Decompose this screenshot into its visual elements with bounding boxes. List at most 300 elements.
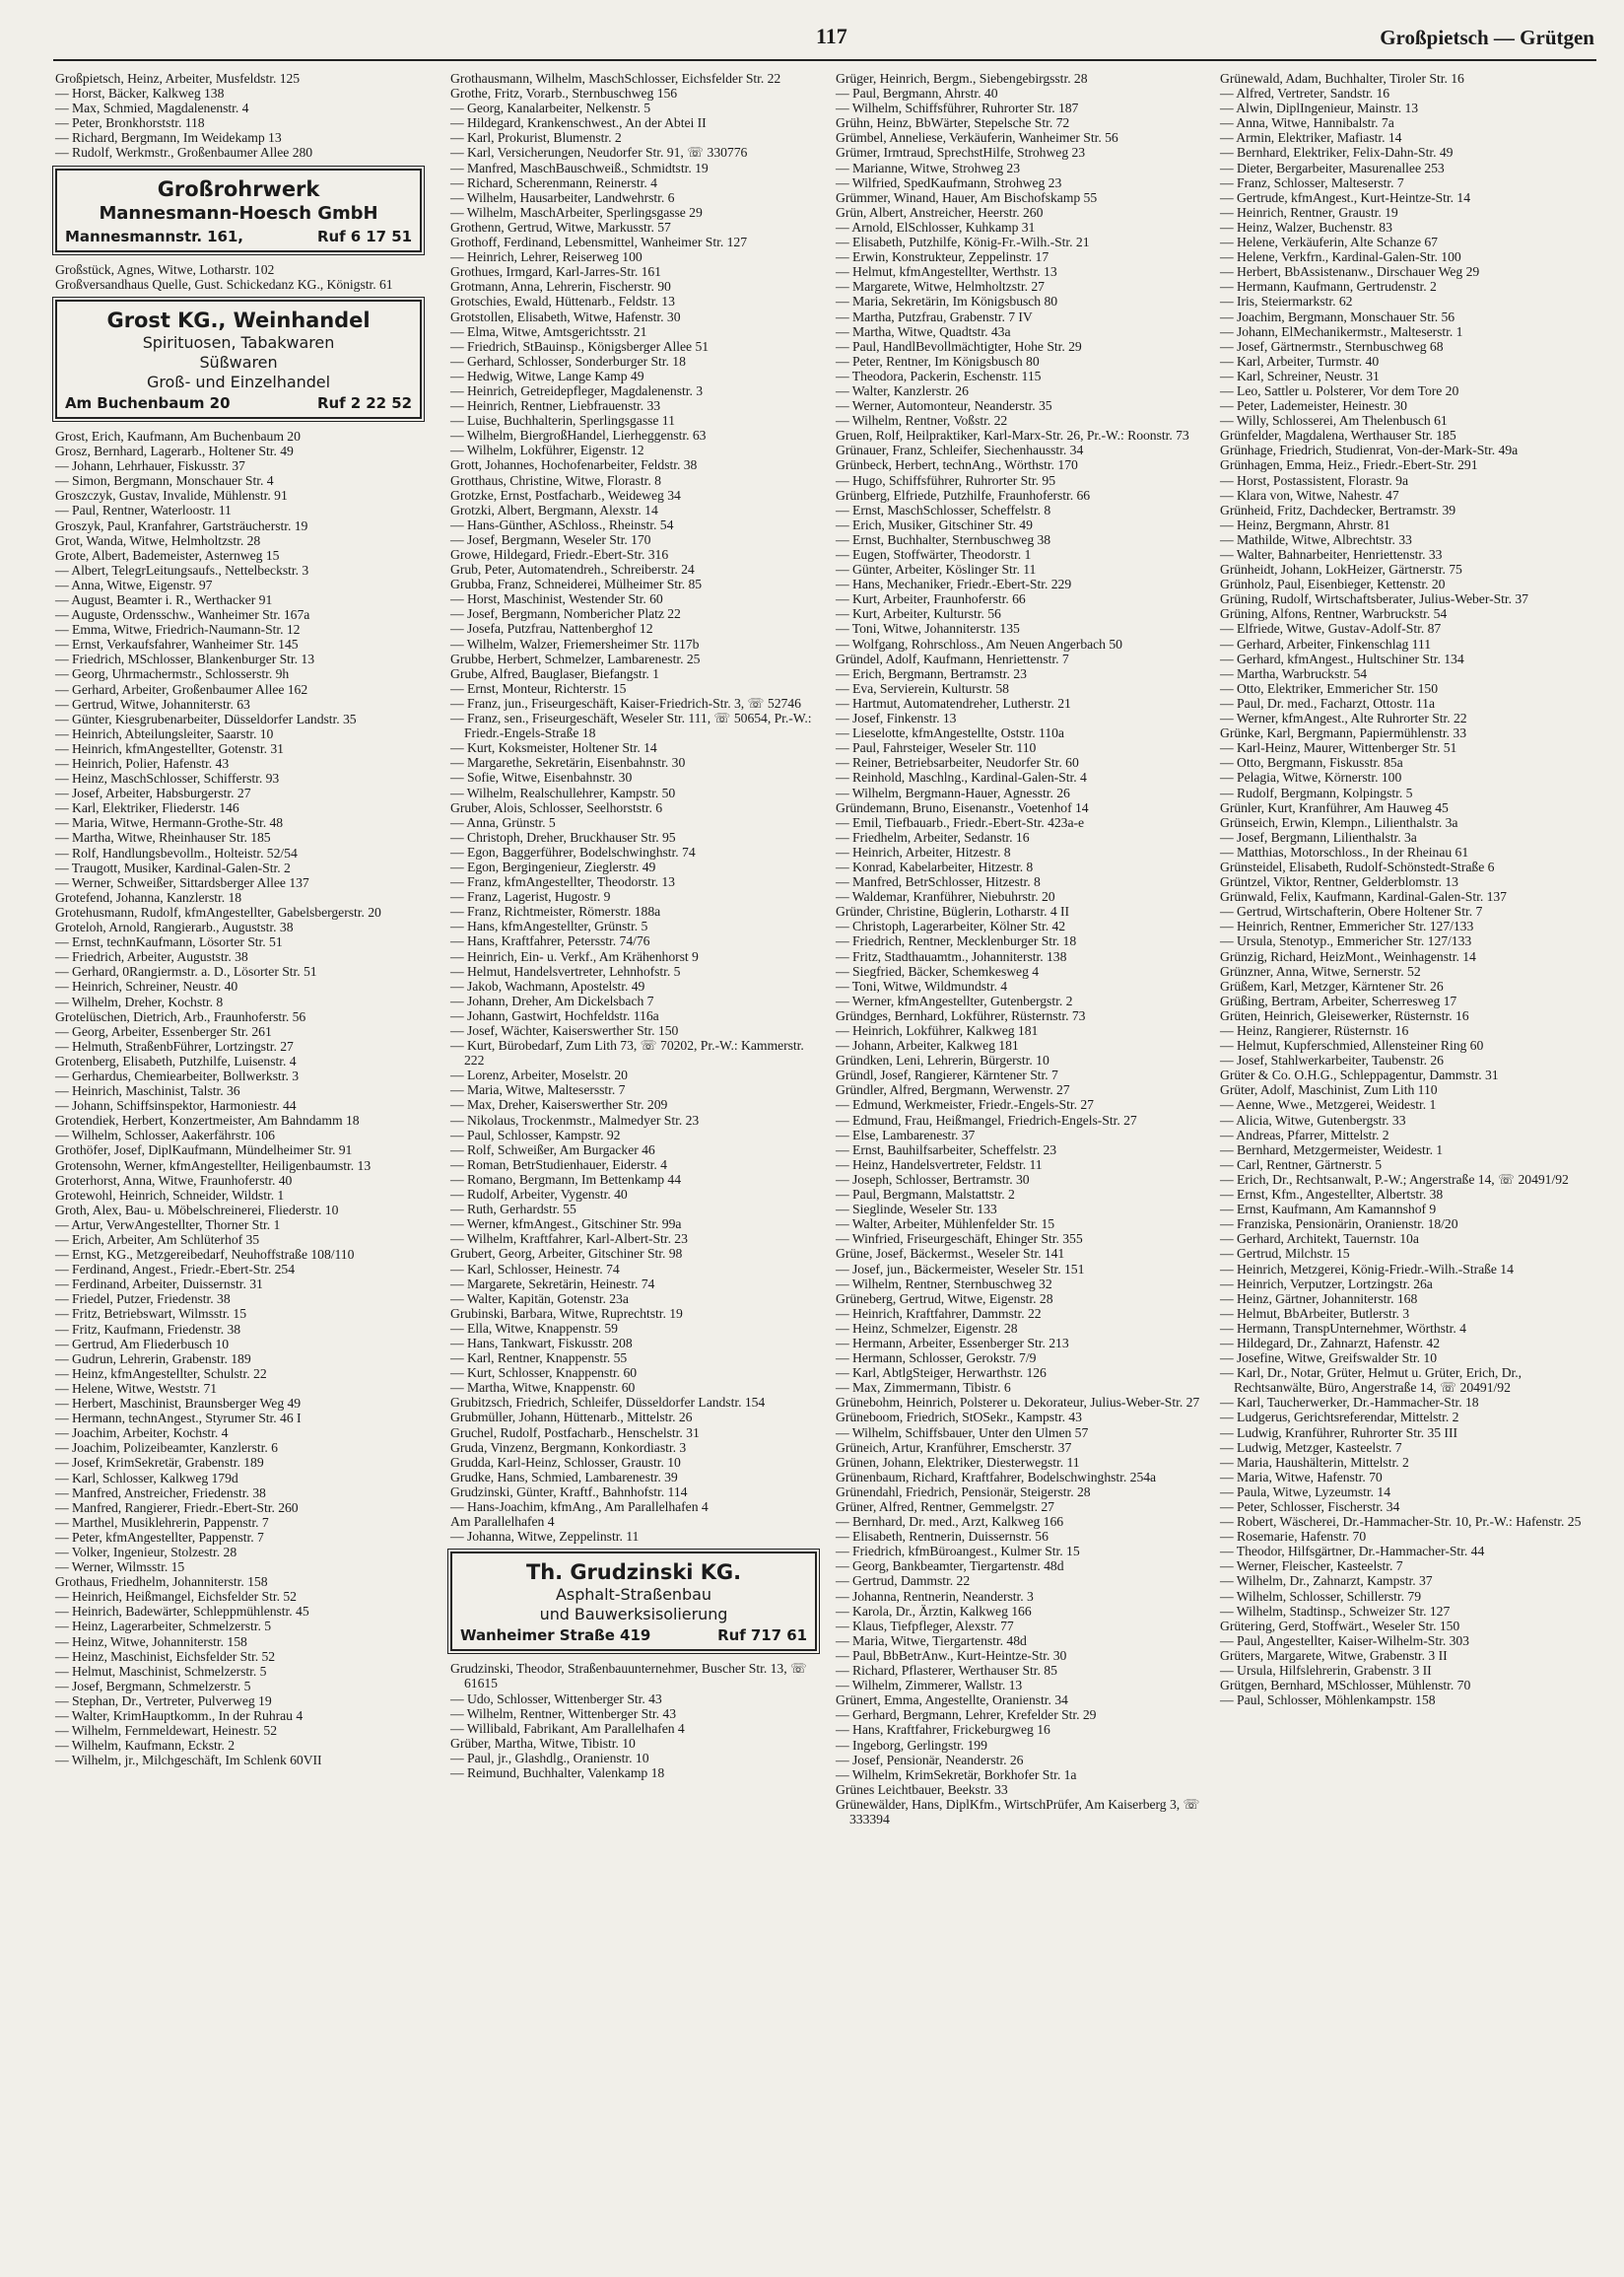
directory-entry: — Richard, Scherenmann, Reinerstr. 4 — [450, 174, 657, 190]
directory-entry: Grünwald, Felix, Kaufmann, Kardinal-Galen-Str. 137 — [1220, 889, 1507, 905]
directory-entry: — Walter, KrimHauptkomm., In der Ruhrau 4 — [55, 1708, 304, 1723]
directory-entry: Grotendiek, Herbert, Konzertmeister, Am Bahndamm 18 — [55, 1113, 360, 1129]
directory-entry: — Helene, Witwe, Weststr. 71 — [55, 1380, 218, 1396]
directory-entry: — Edmund, Frau, Heißmangel, Friedrich-Engels-Str. 27 — [836, 1112, 1137, 1128]
directory-entry: — Hans-Joachim, kfmAng., Am Parallelhafen 4 — [450, 1499, 709, 1514]
directory-entry: — Alicia, Witwe, Gutenbergstr. 33 — [1220, 1112, 1406, 1128]
directory-entry: — Emil, Tiefbauarb., Friedr.-Ebert-Str. 423a-e — [836, 814, 1085, 830]
directory-entry: — Heinrich, Metzgerei, König-Friedr.-Wilh.-Straße 14 — [1220, 1261, 1514, 1276]
directory-entry: — Martha, Witwe, Knappenstr. 60 — [450, 1380, 636, 1396]
directory-entry: — Paul, Rentner, Waterloostr. 11 — [55, 503, 232, 518]
directory-entry: — Heinz, Handelsvertreter, Feldstr. 11 — [836, 1156, 1043, 1172]
directory-entry: Gründemann, Bruno, Eisenanstr., Voetenhof 14 — [836, 799, 1089, 815]
directory-entry: — Friedrich, Rentner, Mecklenburger Str. 18 — [836, 933, 1077, 949]
directory-entry: Gruchel, Rudolf, Postfacharb., Henschelstr. 31 — [450, 1424, 700, 1440]
directory-entry: — Dieter, Bergarbeiter, Masurenallee 253 — [1220, 160, 1445, 175]
directory-entry: — Joseph, Schlosser, Bertramstr. 30 — [836, 1171, 1030, 1187]
directory-entry: — Peter, kfmAngestellter, Pappenstr. 7 — [55, 1529, 264, 1545]
directory-entry: — Heinrich, Kraftfahrer, Dammstr. 22 — [836, 1305, 1042, 1321]
directory-entry: — Karl, Dr., Notar, Grüter, Helmut u. Grüter, Erich, Dr., Rechtsanwälte, Büro, Angerstraße 14, ☏ 20491/92 — [1220, 1365, 1522, 1396]
directory-entry: — Rosemarie, Hafenstr. 70 — [1220, 1529, 1367, 1545]
directory-entry: — Theodora, Packerin, Eschenstr. 115 — [836, 368, 1042, 383]
directory-entry: Gruda, Vinzenz, Bergmann, Konkordiastr. 3 — [450, 1439, 687, 1455]
directory-entry: — Stephan, Dr., Vertreter, Pulverweg 19 — [55, 1692, 272, 1708]
page-number: 117 — [816, 24, 847, 48]
directory-entry: Grothausmann, Wilhelm, MaschSchlosser, Eichsfelder Str. 22 — [450, 71, 781, 86]
directory-entry: — Heinz, Witwe, Johanniterstr. 158 — [55, 1633, 247, 1649]
directory-entry: — Paul, Bergmann, Malstattstr. 2 — [836, 1187, 1015, 1203]
directory-entry: Grothues, Irmgard, Karl-Jarres-Str. 161 — [450, 264, 661, 280]
directory-entry: — Wilhelm, Lokführer, Eigenstr. 12 — [450, 443, 644, 458]
directory-entry: — Edmund, Werkmeister, Friedr.-Engels-Str. 27 — [836, 1097, 1094, 1113]
directory-entry: — Hugo, Schiffsführer, Ruhrorter Str. 95 — [836, 472, 1056, 488]
directory-entry: — Helene, Verkfrn., Kardinal-Galen-Str. 100 — [1220, 249, 1461, 265]
directory-entry: — Lorenz, Arbeiter, Moselstr. 20 — [450, 1068, 628, 1083]
directory-entry: — Emma, Witwe, Friedrich-Naumann-Str. 12 — [55, 622, 301, 638]
directory-entry: — Erich, Arbeiter, Am Schlüterhof 35 — [55, 1232, 260, 1247]
directory-entry: — Friedhelm, Arbeiter, Sedanstr. 16 — [836, 829, 1030, 845]
directory-entry: Groszyk, Paul, Kranfahrer, Gartsträucherstr. 19 — [55, 518, 308, 533]
directory-entry: — Gertrud, Witwe, Johanniterstr. 63 — [55, 696, 250, 712]
directory-entry: — Franz, kfmAngestellter, Theodorstr. 13 — [450, 874, 675, 890]
ad-address: Mannesmannstr. 161, — [65, 227, 243, 245]
directory-entry: — Willy, Schlosserei, Am Thelenbusch 61 — [1220, 413, 1448, 429]
directory-entry: — Heinrich, kfmAngestellter, Gotenstr. 31 — [55, 740, 284, 756]
ad-subtitle: Mannesmann-Hoesch GmbH — [99, 202, 378, 224]
directory-entry: — Iris, Steiermarkstr. 62 — [1220, 294, 1353, 310]
directory-entry: — Heinz, Gärtner, Johanniterstr. 168 — [1220, 1290, 1418, 1306]
directory-entry: Grünzig, Richard, HeizMont., Weinhagenstr. 14 — [1220, 948, 1476, 964]
directory-entry: — Matthias, Motorschloss., In der Rheinau 61 — [1220, 844, 1469, 860]
directory-entry: — Manfred, MaschBauschweiß., Schmidtstr. 19 — [450, 160, 709, 175]
directory-entry: — Wilhelm, Hausarbeiter, Landwehrstr. 6 — [450, 189, 675, 205]
directory-entry: Grünhage, Friedrich, Studienrat, Von-der-Mark-Str. 49a — [1220, 443, 1519, 458]
directory-entry: Grotensohn, Werner, kfmAngestellter, Heiligenbaumstr. 13 — [55, 1157, 372, 1173]
directory-entry: — Franz, Richtmeister, Römerstr. 188a — [450, 904, 661, 920]
directory-entry: — Günter, Arbeiter, Köslinger Str. 11 — [836, 562, 1037, 578]
directory-entry: — Heinz, MaschSchlosser, Schifferstr. 93 — [55, 771, 280, 787]
directory-entry: — Ernst, Kfm., Angestellter, Albertstr. 38 — [1220, 1187, 1444, 1203]
directory-entry: — Heinrich, Lokführer, Kalkweg 181 — [836, 1023, 1039, 1038]
directory-entry: — Friedel, Putzer, Friedenstr. 38 — [55, 1291, 231, 1307]
directory-entry: — Wilhelm, Rentner, Wittenberger Str. 43 — [450, 1705, 677, 1721]
directory-entry: — Josef, Pensionär, Neanderstr. 26 — [836, 1752, 1024, 1767]
directory-entry: Grothenn, Gertrud, Witwe, Markusstr. 57 — [450, 219, 671, 235]
directory-entry: — Max, Zimmermann, Tibistr. 6 — [836, 1380, 1011, 1396]
directory-entry: — Heinrich, Maschinist, Talstr. 36 — [55, 1083, 240, 1099]
directory-entry: Grotenberg, Elisabeth, Putzhilfe, Luisenstr. 4 — [55, 1053, 297, 1069]
directory-entry: — Wilhelm, Schlosser, Aakerfährstr. 106 — [55, 1128, 275, 1143]
ad-grudzinski — [450, 1552, 817, 1651]
directory-entry: — Herbert, Maschinist, Braunsberger Weg 49 — [55, 1396, 302, 1412]
directory-entry: — Helmut, kfmAngestellter, Werthstr. 13 — [836, 264, 1057, 280]
directory-entry: — Josef, KrimSekretär, Grabenstr. 189 — [55, 1455, 264, 1471]
ad-contact — [460, 1628, 807, 1643]
directory-entry: Grüntzel, Viktor, Rentner, Gelderblomstr. 13 — [1220, 874, 1458, 890]
directory-entry: Grotzke, Ernst, Postfacharb., Weideweg 34 — [450, 487, 681, 503]
directory-entry: Grüter & Co. O.H.G., Schleppagentur, Dammstr. 31 — [1220, 1068, 1499, 1083]
directory-entry: Grüters, Margarete, Witwe, Grabenstr. 3 II — [1220, 1647, 1448, 1663]
directory-entry: — Paul, HandlBevollmächtigter, Hohe Str. 29 — [836, 338, 1082, 354]
directory-entry: — Kurt, Arbeiter, Fraunhoferstr. 66 — [836, 591, 1026, 607]
directory-entry: — Alwin, DiplIngenieur, Mainstr. 13 — [1220, 101, 1419, 116]
directory-entry: — Else, Lambarenestr. 37 — [836, 1127, 976, 1142]
directory-entry: — Fritz, Betriebswart, Wilmsstr. 15 — [55, 1306, 246, 1322]
directory-entry: — Reimund, Buchhalter, Valenkamp 18 — [450, 1765, 665, 1781]
directory-entry: — Willibald, Fabrikant, Am Parallelhafen 4 — [450, 1720, 685, 1736]
directory-entry: — Bernhard, Dr. med., Arzt, Kalkweg 166 — [836, 1514, 1064, 1530]
directory-entry: — Ingeborg, Gerlingstr. 199 — [836, 1737, 987, 1753]
directory-entry: — Ursula, Stenotyp., Emmericher Str. 127/133 — [1220, 933, 1472, 949]
directory-entry: Groszczyk, Gustav, Invalide, Mühlenstr. 91 — [55, 488, 288, 504]
directory-entry: Grünfelder, Magdalena, Werthauser Str. 185 — [1220, 428, 1456, 444]
directory-entry: — Elfriede, Witwe, Gustav-Adolf-Str. 87 — [1220, 621, 1442, 637]
directory-entry: — Simon, Bergmann, Monschauer Str. 4 — [55, 473, 274, 489]
directory-entry: Gründer, Christine, Büglerin, Lotharstr. 4 II — [836, 904, 1070, 920]
directory-entry: — Karl, Arbeiter, Turmstr. 40 — [1220, 353, 1380, 369]
directory-entry: — Hans, Kraftfahrer, Petersstr. 74/76 — [450, 933, 650, 949]
directory-entry: Grubba, Franz, Schneiderei, Mülheimer Str. 85 — [450, 577, 703, 592]
directory-entry: — Gertrud, Wirtschafterin, Obere Holtener Str. 7 — [1220, 904, 1483, 920]
directory-entry: — Jakob, Wachmann, Apostelstr. 49 — [450, 978, 645, 994]
directory-entry: — Werner, kfmAngest., Alte Ruhrorter Str. 22 — [1220, 711, 1467, 726]
directory-entry: — Werner, Schweißer, Sittardsberger Allee 137 — [55, 874, 309, 890]
directory-entry: — Ernst, KG., Metzgereibedarf, Neuhoffstraße 108/110 — [55, 1247, 355, 1263]
directory-entry: — Helmut, Handelsvertreter, Lehnhofstr. 5 — [450, 963, 681, 979]
directory-entry: — Hedwig, Witwe, Lange Kamp 49 — [450, 368, 644, 383]
ad-phone: Ruf 2 22 52 — [316, 393, 412, 412]
directory-entry: — Wilhelm, Fernmeldewart, Heinestr. 52 — [55, 1723, 277, 1739]
directory-entry: — Helmuth, StraßenbFührer, Lortzingstr. 27 — [55, 1038, 294, 1054]
directory-entry: — Anna, Grünstr. 5 — [450, 814, 556, 830]
directory-entry: — Otto, Elektriker, Emmericher Str. 150 — [1220, 680, 1439, 696]
directory-entry: — Johann, Schiffsinspektor, Harmoniestr. 44 — [55, 1098, 297, 1114]
directory-entry: Grünewälder, Hans, DiplKfm., WirtschPrüfer, Am Kaiserberg 3, ☏ 333394 — [836, 1796, 1200, 1827]
directory-entry: — Wilhelm, Walzer, Friemersheimer Str. 117b — [450, 636, 700, 652]
directory-entry: — Franz, sen., Friseurgeschäft, Weseler Str. 111, ☏ 50654, Pr.-W.: Friedr.-Engels-Straße 18 — [450, 711, 812, 741]
ad-phone: Ruf 6 17 51 — [316, 227, 412, 245]
directory-entry: Grümbel, Anneliese, Verkäuferin, Wanheimer Str. 56 — [836, 130, 1118, 146]
directory-entry: Grüten, Heinrich, Gleisewerker, Rüsternstr. 16 — [1220, 1007, 1469, 1023]
directory-entry: — Josefine, Witwe, Greifswalder Str. 10 — [1220, 1350, 1438, 1366]
directory-entry: Grüning, Alfons, Rentner, Warbruckstr. 54 — [1220, 606, 1448, 622]
directory-entry: — Horst, Bäcker, Kalkweg 138 — [55, 86, 225, 102]
entry-list — [55, 262, 426, 292]
directory-entry: — Maria, Witwe, Tiergartenstr. 48d — [836, 1632, 1027, 1648]
directory-entry: — Sofie, Witwe, Eisenbahnstr. 30 — [450, 770, 633, 786]
directory-entry: — Volker, Ingenieur, Stolzestr. 28 — [55, 1544, 237, 1559]
directory-entry: — Sieglinde, Weseler Str. 133 — [836, 1202, 997, 1217]
directory-entry: — Paul, BbBetrAnw., Kurt-Heintze-Str. 30 — [836, 1647, 1067, 1663]
directory-entry: — Reinhold, Maschlng., Kardinal-Galen-Str. 4 — [836, 770, 1087, 786]
directory-entry: — Paul, Angestellter, Kaiser-Wilhelm-Str. 303 — [1220, 1632, 1469, 1648]
directory-entry: — Kurt, Arbeiter, Kulturstr. 56 — [836, 606, 1001, 622]
directory-entry: — Ludgerus, Gerichtsreferendar, Mittelstr. 2 — [1220, 1410, 1459, 1425]
directory-entry: — Erwin, Konstrukteur, Zeppelinstr. 17 — [836, 249, 1049, 265]
directory-entry: — Max, Dreher, Kaiserswerther Str. 209 — [450, 1097, 668, 1113]
directory-entry: — Karola, Dr., Ärztin, Kalkweg 166 — [836, 1603, 1032, 1619]
directory-entry: — Mathilde, Witwe, Albrechtstr. 33 — [1220, 531, 1412, 547]
directory-entry: — Arnold, ElSchlosser, Kuhkamp 31 — [836, 219, 1036, 235]
directory-entry: — Anna, Witwe, Eigenstr. 97 — [55, 577, 213, 592]
entry-list — [836, 71, 1206, 1827]
directory-entry: — Leo, Sattler u. Polsterer, Vor dem Tore 20 — [1220, 382, 1459, 398]
directory-entry: — Ernst, Monteur, Richterstr. 15 — [450, 680, 627, 696]
directory-entry: — Wilhelm, MaschArbeiter, Sperlingsgasse 29 — [450, 204, 703, 220]
ad-line: Spirituosen, Tabakwaren — [142, 332, 335, 352]
directory-entry: — Martha, Witwe, Rheinhauser Str. 185 — [55, 830, 271, 846]
directory-entry: Grotthaus, Christine, Witwe, Florastr. 8 — [450, 472, 661, 488]
directory-entry: — Wilhelm, Stadtinsp., Schweizer Str. 127 — [1220, 1603, 1451, 1619]
directory-entry: — Ludwig, Kranführer, Ruhrorter Str. 35 III — [1220, 1424, 1457, 1440]
directory-entry: — Helmut, Kupferschmied, Allensteiner Ring 60 — [1220, 1038, 1484, 1054]
directory-entry: — Margarethe, Sekretärin, Eisenbahnstr. 30 — [450, 755, 686, 771]
directory-entry: — Heinrich, Heißmangel, Eichsfelder Str. 52 — [55, 1589, 297, 1605]
directory-entry: — Kurt, Schlosser, Knappenstr. 60 — [450, 1365, 638, 1381]
directory-entry: — Karl, Versicherungen, Neudorfer Str. 91, ☏ 330776 — [450, 145, 748, 161]
directory-entry: Grümer, Irmtraud, SprechstHilfe, Strohweg 23 — [836, 145, 1086, 161]
directory-entry: — Heinrich, Rentner, Graustr. 19 — [1220, 204, 1398, 220]
directory-entry: — Heinrich, Getreidepfleger, Magdalenenstr. 3 — [450, 382, 704, 398]
directory-entry: — Heinz, Walzer, Buchenstr. 83 — [1220, 219, 1392, 235]
directory-entry: Grüger, Heinrich, Bergm., Siebengebirgsstr. 28 — [836, 71, 1088, 86]
directory-entry: — Peter, Schlosser, Fischerstr. 34 — [1220, 1499, 1400, 1514]
directory-entry: — Albert, TelegrLeitungsaufs., Nettelbeckstr. 3 — [55, 562, 309, 578]
directory-entry: — Paul, Fahrsteiger, Weseler Str. 110 — [836, 740, 1037, 756]
directory-entry: — Alfred, Vertreter, Sandstr. 16 — [1220, 86, 1390, 102]
directory-entry: — Helmut, BbArbeiter, Butlerstr. 3 — [1220, 1305, 1410, 1321]
directory-entry: — Walter, Arbeiter, Mühlenfelder Str. 15 — [836, 1216, 1055, 1232]
directory-entry: — Gertrud, Dammstr. 22 — [836, 1573, 971, 1589]
directory-entry: — Johann, ElMechanikermstr., Malteserstr. 1 — [1220, 323, 1463, 339]
directory-entry: — Walter, Bahnarbeiter, Henriettenstr. 33 — [1220, 547, 1443, 562]
directory-entry: — Aenne, Wwe., Metzgerei, Weidestr. 1 — [1220, 1097, 1437, 1113]
directory-entry: — Ludwig, Metzger, Kasteelstr. 7 — [1220, 1439, 1402, 1455]
directory-entry: — Heinrich, Ein- u. Verkf., Am Krähenhorst 9 — [450, 948, 699, 964]
directory-entry: — Gertrud, Am Fliederbusch 10 — [55, 1336, 230, 1351]
directory-entry: — Artur, VerwAngestellter, Thorner Str. 1 — [55, 1216, 281, 1232]
directory-entry: — Toni, Witwe, Wildmundstr. 4 — [836, 978, 1008, 994]
directory-entry: Grünsteidel, Elisabeth, Rudolf-Schönstedt-Straße 6 — [1220, 859, 1495, 874]
directory-entry: — Paul, Schlosser, Möhlenkampstr. 158 — [1220, 1692, 1436, 1708]
directory-entry: — Joachim, Polizeibeamter, Kanzlerstr. 6 — [55, 1440, 278, 1456]
directory-entry: — Wilhelm, Realschullehrer, Kampstr. 50 — [450, 785, 676, 800]
ad-contact — [65, 393, 412, 412]
directory-entry: — Josef, Stahlwerkarbeiter, Taubenstr. 26 — [1220, 1053, 1444, 1069]
directory-entry: — Franz, jun., Friseurgeschäft, Kaiser-Friedrich-Str. 3, ☏ 52746 — [450, 695, 801, 711]
directory-entry: Grünberg, Elfriede, Putzhilfe, Fraunhoferstr. 66 — [836, 487, 1091, 503]
directory-entry: — Johanna, Rentnerin, Neanderstr. 3 — [836, 1588, 1034, 1604]
directory-entry: — Carl, Rentner, Gärtnerstr. 5 — [1220, 1156, 1383, 1172]
directory-entry: — Wilhelm, Zimmerer, Wallstr. 13 — [836, 1678, 1023, 1693]
directory-entry: — Pelagia, Witwe, Körnerstr. 100 — [1220, 770, 1402, 786]
directory-entry: — Luise, Buchhalterin, Sperlingsgasse 11 — [450, 413, 675, 429]
ad-line: und Bauwerksisolierung — [539, 1605, 728, 1624]
directory-entry: Am Parallelhafen 4 — [450, 1514, 555, 1530]
directory-entry: Grüne, Josef, Bäckermst., Weseler Str. 141 — [836, 1246, 1065, 1262]
directory-entry: — Siegfried, Bäcker, Schemkesweg 4 — [836, 963, 1040, 979]
directory-entry: — Kurt, Koksmeister, Holtener Str. 14 — [450, 740, 657, 756]
directory-entry: Grünheidt, Johann, LokHeizer, Gärtnerstr. 75 — [1220, 562, 1462, 578]
directory-entry: Groterhorst, Anna, Witwe, Fraunhoferstr. 40 — [55, 1172, 293, 1188]
directory-entry: — Werner, kfmAngestellter, Gutenbergstr. 2 — [836, 993, 1073, 1008]
directory-entry: — Waldemar, Kranführer, Niebuhrstr. 20 — [836, 889, 1055, 905]
directory-entry: — Karl, Prokurist, Blumenstr. 2 — [450, 130, 622, 146]
directory-entry: — Rolf, Schweißer, Am Burgacker 46 — [450, 1141, 655, 1157]
directory-entry: — Hermann, technAngest., Styrumer Str. 46 I — [55, 1411, 302, 1426]
directory-entry: — Josef, Wächter, Kaiserswerther Str. 150 — [450, 1023, 679, 1038]
directory-entry: — Ernst, technKaufmann, Lösorter Str. 51 — [55, 934, 283, 950]
directory-entry: Grümmer, Winand, Hauer, Am Bischofskamp 55 — [836, 189, 1098, 205]
directory-entry: Grosz, Bernhard, Lagerarb., Holtener Str. 49 — [55, 444, 294, 459]
directory-entry: — Nikolaus, Trockenmstr., Malmedyer Str. 23 — [450, 1112, 700, 1128]
directory-entry: Grotzki, Albert, Bergmann, Alexstr. 14 — [450, 502, 658, 518]
directory-entry: — Hans, Kraftfahrer, Frickeburgweg 16 — [836, 1722, 1050, 1738]
directory-entry: — Heinrich, Abteilungsleiter, Saarstr. 10 — [55, 725, 274, 741]
directory-entry: — Hermann, Kaufmann, Gertrudenstr. 2 — [1220, 279, 1437, 295]
directory-entry: Grubert, Georg, Arbeiter, Gitschiner Str. 98 — [450, 1246, 683, 1262]
directory-entry: Grütgen, Bernhard, MSchlosser, Mühlenstr. 70 — [1220, 1678, 1471, 1693]
directory-entry: Großversandhaus Quelle, Gust. Schickedanz KG., Königstr. 61 — [55, 276, 393, 292]
directory-entry: Grünhagen, Emma, Heiz., Friedr.-Ebert-Str. 291 — [1220, 457, 1478, 473]
directory-entry: — Josef, Bergmann, Nombericher Platz 22 — [450, 606, 681, 622]
directory-entry: — Josefa, Putzfrau, Nattenberghof 12 — [450, 621, 653, 637]
directory-entry: — Hermann, Schlosser, Gerokstr. 7/9 — [836, 1350, 1037, 1366]
directory-entry: — Margarete, Sekretärin, Heinestr. 74 — [450, 1276, 655, 1291]
directory-entry: Grothaus, Friedhelm, Johanniterstr. 158 — [55, 1574, 268, 1590]
directory-entry: — Wilhelm, Dreher, Kochstr. 8 — [55, 994, 224, 1009]
directory-entry: — Gerhardus, Chemiearbeiter, Bollwerkstr. 3 — [55, 1068, 300, 1083]
directory-entry: — Toni, Witwe, Johanniterstr. 135 — [836, 621, 1020, 637]
directory-entry: — Günter, Kiesgrubenarbeiter, Düsseldorfer Landstr. 35 — [55, 711, 357, 726]
directory-entry: — Gerhard, Architekt, Tauernstr. 10a — [1220, 1231, 1419, 1247]
directory-entry: — Maria, Witwe, Hafenstr. 70 — [1220, 1469, 1383, 1484]
directory-entry: Grote, Albert, Bademeister, Asternweg 15 — [55, 547, 280, 563]
directory-entry: — Paula, Witwe, Lyzeumstr. 14 — [1220, 1484, 1390, 1499]
directory-entry: — Paul, jr., Glashdlg., Oranienstr. 10 — [450, 1750, 649, 1765]
directory-entry: — Heinrich, Rentner, Emmericher Str. 127/133 — [1220, 919, 1474, 934]
directory-entry: — Ruth, Gerhardstr. 55 — [450, 1202, 576, 1217]
directory-entry: — Klara von, Witwe, Nahestr. 47 — [1220, 487, 1399, 503]
directory-entry: — Wilhelm, Bergmann-Hauer, Agnesstr. 26 — [836, 785, 1070, 800]
directory-entry: — Franziska, Pensionärin, Oranienstr. 18/20 — [1220, 1216, 1458, 1232]
column-4 — [1220, 71, 1599, 1707]
directory-entry: — Horst, Postassistent, Florastr. 9a — [1220, 472, 1408, 488]
directory-entry: — Ferdinand, Angest., Friedr.-Ebert-Str. 254 — [55, 1262, 296, 1277]
ad-grost — [55, 300, 422, 419]
directory-entry: Grotehusmann, Rudolf, kfmAngestellter, Gabelsbergerstr. 20 — [55, 904, 381, 920]
directory-entry: — Marianne, Witwe, Strohweg 23 — [836, 160, 1021, 175]
directory-entry: Grüter, Adolf, Maschinist, Zum Lith 110 — [1220, 1082, 1438, 1098]
directory-entry: — Ella, Witwe, Knappenstr. 59 — [450, 1320, 618, 1336]
directory-entry: Grünseich, Erwin, Klempn., Lilienthalstr. 3a — [1220, 814, 1458, 830]
directory-entry: — Walter, Kanzlerstr. 26 — [836, 382, 969, 398]
directory-entry: Gründl, Josef, Rangierer, Kärntener Str. 7 — [836, 1068, 1058, 1083]
ad-contact — [65, 227, 412, 245]
directory-entry: Grot, Wanda, Witwe, Helmholtzstr. 28 — [55, 532, 261, 548]
directory-entry: — Karl, Taucherwerker, Dr.-Hammacher-Str. 18 — [1220, 1395, 1479, 1411]
column-1 — [55, 71, 426, 1767]
directory-entry: — Heinz, Rangierer, Rüsternstr. 16 — [1220, 1023, 1409, 1038]
directory-entry: — Gudrun, Lehrerin, Grabenstr. 189 — [55, 1350, 251, 1366]
directory-entry: — Heinz, Maschinist, Eichsfelder Str. 52 — [55, 1648, 276, 1664]
directory-entry: Grünebohm, Heinrich, Polsterer u. Dekorateur, Julius-Weber-Str. 27 — [836, 1395, 1200, 1411]
directory-entry: — Ernst, Bauhilfsarbeiter, Scheffelstr. 23 — [836, 1141, 1057, 1157]
directory-entry: — Heinrich, Polier, Hafenstr. 43 — [55, 756, 230, 771]
directory-entry: — Karl, AbtlgSteiger, Herwarthstr. 126 — [836, 1365, 1047, 1381]
directory-entry: Großstück, Agnes, Witwe, Lotharstr. 102 — [55, 261, 275, 277]
directory-entry: — Heinz, Bergmann, Ahrstr. 81 — [1220, 517, 1390, 532]
directory-entry: — Heinz, Schmelzer, Eigenstr. 28 — [836, 1320, 1018, 1336]
directory-entry: Grothöfer, Josef, DiplKaufmann, Mündelheimer Str. 91 — [55, 1142, 353, 1158]
directory-entry: Grünen, Johann, Elektriker, Diesterwegstr. 11 — [836, 1454, 1080, 1470]
directory-entry: — Erich, Musiker, Gitschiner Str. 49 — [836, 517, 1033, 532]
directory-entry: — Heinrich, Verputzer, Lortzingstr. 26a — [1220, 1276, 1433, 1291]
directory-entry: — Maria, Witwe, Hermann-Grothe-Str. 48 — [55, 815, 284, 831]
ad-line: Süßwaren — [199, 352, 278, 372]
directory-entry: Grüning, Rudolf, Wirtschaftsberater, Julius-Weber-Str. 37 — [1220, 591, 1528, 607]
directory-entry: — Karl, Rentner, Knappenstr. 55 — [450, 1350, 628, 1366]
directory-entry: Grüßem, Karl, Metzger, Kärntener Str. 26 — [1220, 978, 1444, 994]
directory-entry: — Wilhelm, Schiffsführer, Ruhrorter Str. 187 — [836, 101, 1079, 116]
directory-entry: Grünauer, Franz, Schleifer, Siechenhausstr. 34 — [836, 443, 1084, 458]
directory-entry: — Wilhelm, KrimSekretär, Borkhofer Str. 1a — [836, 1766, 1077, 1782]
directory-entry: — Gerhard, Schlosser, Sonderburger Str. 18 — [450, 353, 686, 369]
directory-entry: — Heinrich, Badewärter, Schleppmühlenstr. 45 — [55, 1604, 309, 1620]
directory-entry: Grüneberg, Gertrud, Witwe, Eigenstr. 28 — [836, 1290, 1053, 1306]
directory-entry: — Manfred, Anstreicher, Friedenstr. 38 — [55, 1484, 266, 1500]
directory-entry: Grotewohl, Heinrich, Schneider, Wildstr. 1 — [55, 1187, 285, 1203]
directory-entry: Grubbe, Herbert, Schmelzer, Lambarenestr. 25 — [450, 651, 701, 666]
directory-entry: — Wilfried, SpedKaufmann, Strohweg 23 — [836, 174, 1062, 190]
directory-entry: — Walter, Kapitän, Gotenstr. 23a — [450, 1290, 629, 1306]
directory-entry: Grünheid, Fritz, Dachdecker, Bertramstr. 39 — [1220, 502, 1456, 518]
directory-entry: Gründler, Alfred, Bergmann, Werwenstr. 27 — [836, 1082, 1070, 1098]
directory-entry: — Kurt, Bürobedarf, Zum Lith 73, ☏ 70202, Pr.-W.: Kammerstr. 222 — [450, 1038, 804, 1069]
directory-entry: — Josef, Finkenstr. 13 — [836, 711, 957, 726]
directory-entry: — Herbert, BbAssistenanw., Dirschauer Weg 29 — [1220, 264, 1480, 280]
ad-company: Großrohrwerk — [157, 176, 320, 201]
ad-company: Th. Grudzinski KG. — [525, 1560, 742, 1585]
directory-entry: — Werner, Wilmsstr. 15 — [55, 1559, 185, 1575]
directory-entry: Grünenbaum, Richard, Kraftfahrer, Bodelschwinghstr. 254a — [836, 1469, 1157, 1484]
directory-entry: — Lieselotte, kfmAngestellte, Oststr. 110a — [836, 725, 1064, 741]
directory-entry: — Otto, Bergmann, Fiskusstr. 85a — [1220, 755, 1403, 771]
entry-list — [1220, 71, 1599, 1707]
directory-entry: — Manfred, Rangierer, Friedr.-Ebert-Str. 260 — [55, 1499, 299, 1515]
directory-entry: — Georg, Kanalarbeiter, Nelkenstr. 5 — [450, 101, 651, 116]
column-2 — [450, 71, 821, 1780]
directory-entry: — Erich, Bergmann, Bertramstr. 23 — [836, 665, 1027, 681]
directory-entry: — Hans-Günther, ASchloss., Rheinstr. 54 — [450, 517, 674, 532]
directory-entry: — Armin, Elektriker, Mafiastr. 14 — [1220, 130, 1402, 146]
directory-entry: — Hans, kfmAngestellter, Grünstr. 5 — [450, 919, 648, 934]
directory-entry: Grotefend, Johanna, Kanzlerstr. 18 — [55, 889, 242, 905]
directory-entry: — Josef, jun., Bäckermeister, Weseler Str. 151 — [836, 1261, 1085, 1276]
directory-entry: — Anna, Witwe, Hannibalstr. 7a — [1220, 115, 1394, 131]
directory-entry: — Andreas, Pfarrer, Mittelstr. 2 — [1220, 1127, 1389, 1142]
directory-entry: — Horst, Maschinist, Westender Str. 60 — [450, 591, 663, 607]
directory-entry: — Traugott, Musiker, Kardinal-Galen-Str. 2 — [55, 860, 291, 875]
directory-entry: Gründken, Leni, Lehrerin, Bürgerstr. 10 — [836, 1053, 1049, 1069]
directory-entry: — Heinrich, Lehrer, Reiserweg 100 — [450, 249, 643, 265]
directory-entry: — August, Beamter i. R., Werthacker 91 — [55, 591, 273, 607]
directory-entry: Grudda, Karl-Heinz, Schlosser, Graustr. 10 — [450, 1454, 681, 1470]
directory-entry: — Johann, Arbeiter, Kalkweg 181 — [836, 1038, 1019, 1054]
directory-entry: Groth, Alex, Bau- u. Möbelschreinerei, Fliederstr. 10 — [55, 1202, 339, 1217]
ad-company: Grost KG., Weinhandel — [106, 308, 371, 332]
directory-entry: — Marthel, Musiklehrerin, Pappenstr. 7 — [55, 1514, 269, 1530]
